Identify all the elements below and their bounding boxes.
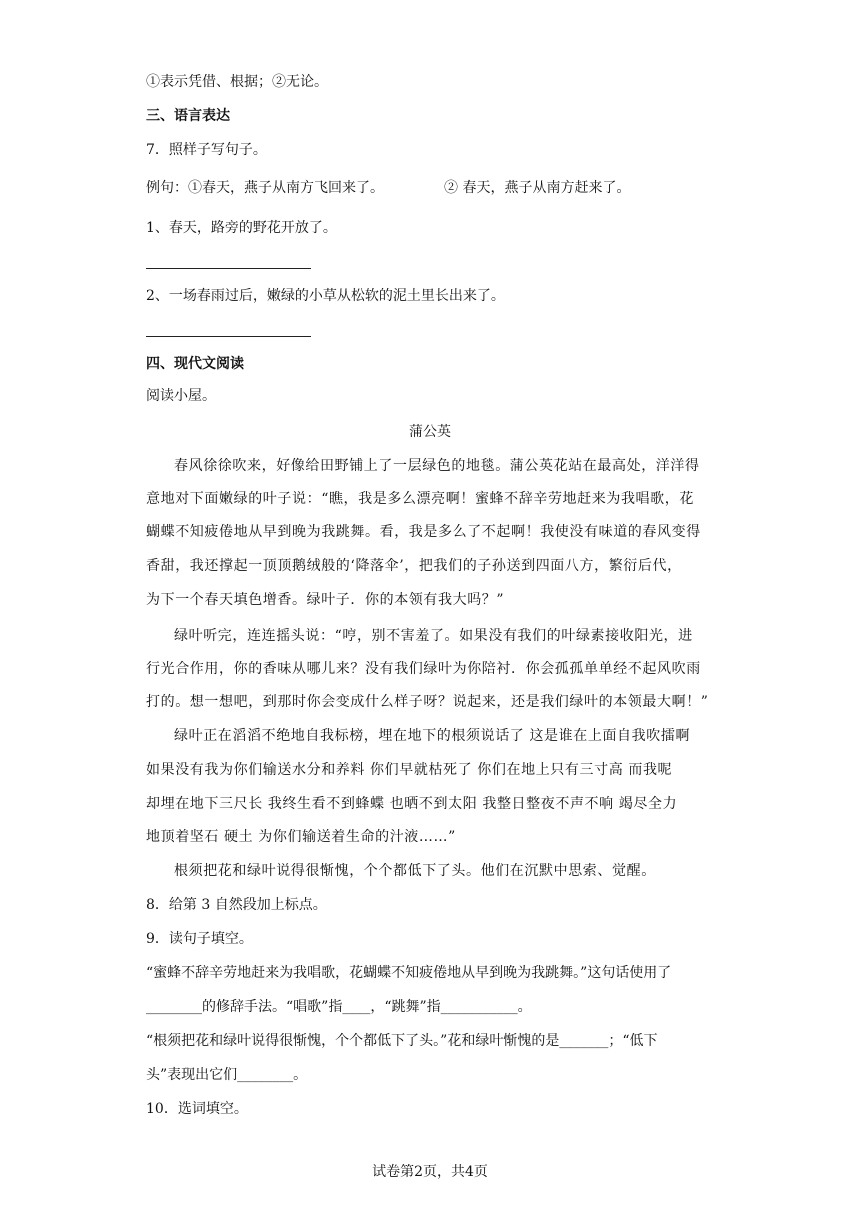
- page-footer: 试卷第2页，共4页: [372, 1164, 488, 1180]
- answer-line: ①表示凭借、根据；②无论。: [146, 74, 328, 90]
- question-7: 7．照样子写句子。: [146, 142, 267, 158]
- question-8: 8．给第 3 自然段加上标点。: [146, 897, 327, 913]
- question-10: 10．选词填空。: [146, 1101, 248, 1117]
- passage-line: 打的。想一想吧，到那时你会变成什么样子呀？说起来，还是我们绿叶的本领最大啊！”: [146, 694, 709, 710]
- question-9-sentence-2[interactable]: “根须把花和绿叶说得很惭愧，个个都低下了头。”花和绿叶惭愧的是_______；“低下: [146, 1033, 658, 1049]
- question-9-blanks-1[interactable]: ________的修辞手法。“唱歌”指____，“跳舞”指___________。: [146, 999, 532, 1015]
- question-9-blanks-2[interactable]: 头”表现出它们________。: [146, 1067, 308, 1083]
- passage-line: 绿叶正在滔滔不绝地自我标榜，埋在地下的根须说话了 这是谁在上面自我吹擂啊: [174, 728, 691, 744]
- question-9: 9．读句子填空。: [146, 931, 253, 947]
- passage-line: 香甜，我还撑起一顶顶鹅绒般的‘降落伞’，把我们的子孙送到四面八方，繁衍后代，: [146, 558, 682, 574]
- passage-line: 蝴蝶不知疲倦地从早到晚为我跳舞。看，我是多么了不起啊！我使没有味道的春风变得: [146, 524, 701, 540]
- rewrite-item-1: 1、春天，路旁的野花开放了。: [146, 220, 337, 236]
- passage-line: 地顶着坚石 硬土 为你们输送着生命的汁液……”: [146, 829, 456, 845]
- passage-line: 行光合作用，你的香味从哪儿来？没有我们绿叶为你陪衬．你会孤孤单单经不起风吹雨: [146, 661, 701, 677]
- section-heading-reading: 四、现代文阅读: [146, 356, 244, 372]
- reading-intro: 阅读小屋。: [146, 388, 216, 404]
- passage-line: 如果没有我为你们输送水分和养料 你们早就枯死了 你们在地上只有三寸高 而我呢: [146, 762, 673, 778]
- question-9-sentence-1: “蜜蜂不辞辛劳地赶来为我唱歌，花蝴蝶不知疲倦地从早到晚为我跳舞。”这句话使用了: [146, 965, 672, 981]
- answer-blank-2[interactable]: [146, 336, 311, 337]
- passage-title: 蒲公英: [409, 424, 451, 440]
- passage-line: 春风徐徐吹来，好像给田野铺上了一层绿色的地毯。蒲公英花站在最高处，洋洋得: [174, 458, 700, 474]
- section-heading-language-expression: 三、语言表达: [146, 108, 230, 124]
- passage-line: 意地对下面嫩绿的叶子说：“瞧，我是多么漂亮啊！蜜蜂不辞辛劳地赶来为我唱歌，花: [146, 491, 694, 507]
- answer-blank-1[interactable]: [146, 268, 311, 269]
- passage-line: 为下一个春天填色增香。绿叶子．你的本领有我大吗？”: [146, 592, 505, 608]
- passage-line: 根须把花和绿叶说得很惭愧，个个都低下了头。他们在沉默中思索、觉醒。: [174, 863, 656, 879]
- passage-line: 绿叶听完，连连摇头说：“哼，别不害羞了。如果没有我们的叶绿素接收阳光，进: [174, 628, 693, 644]
- example-sentence-2: ② 春天，燕子从南方赶来了。: [444, 180, 631, 196]
- passage-line: 却埋在地下三尺长 我终生看不到蜂蝶 也晒不到太阳 我整日整夜不声不响 竭尽全力: [146, 796, 678, 812]
- example-sentence-1: 例句：①春天，燕子从南方飞回来了。: [146, 180, 384, 196]
- rewrite-item-2: 2、一场春雨过后，嫩绿的小草从松软的泥土里长出来了。: [146, 288, 505, 304]
